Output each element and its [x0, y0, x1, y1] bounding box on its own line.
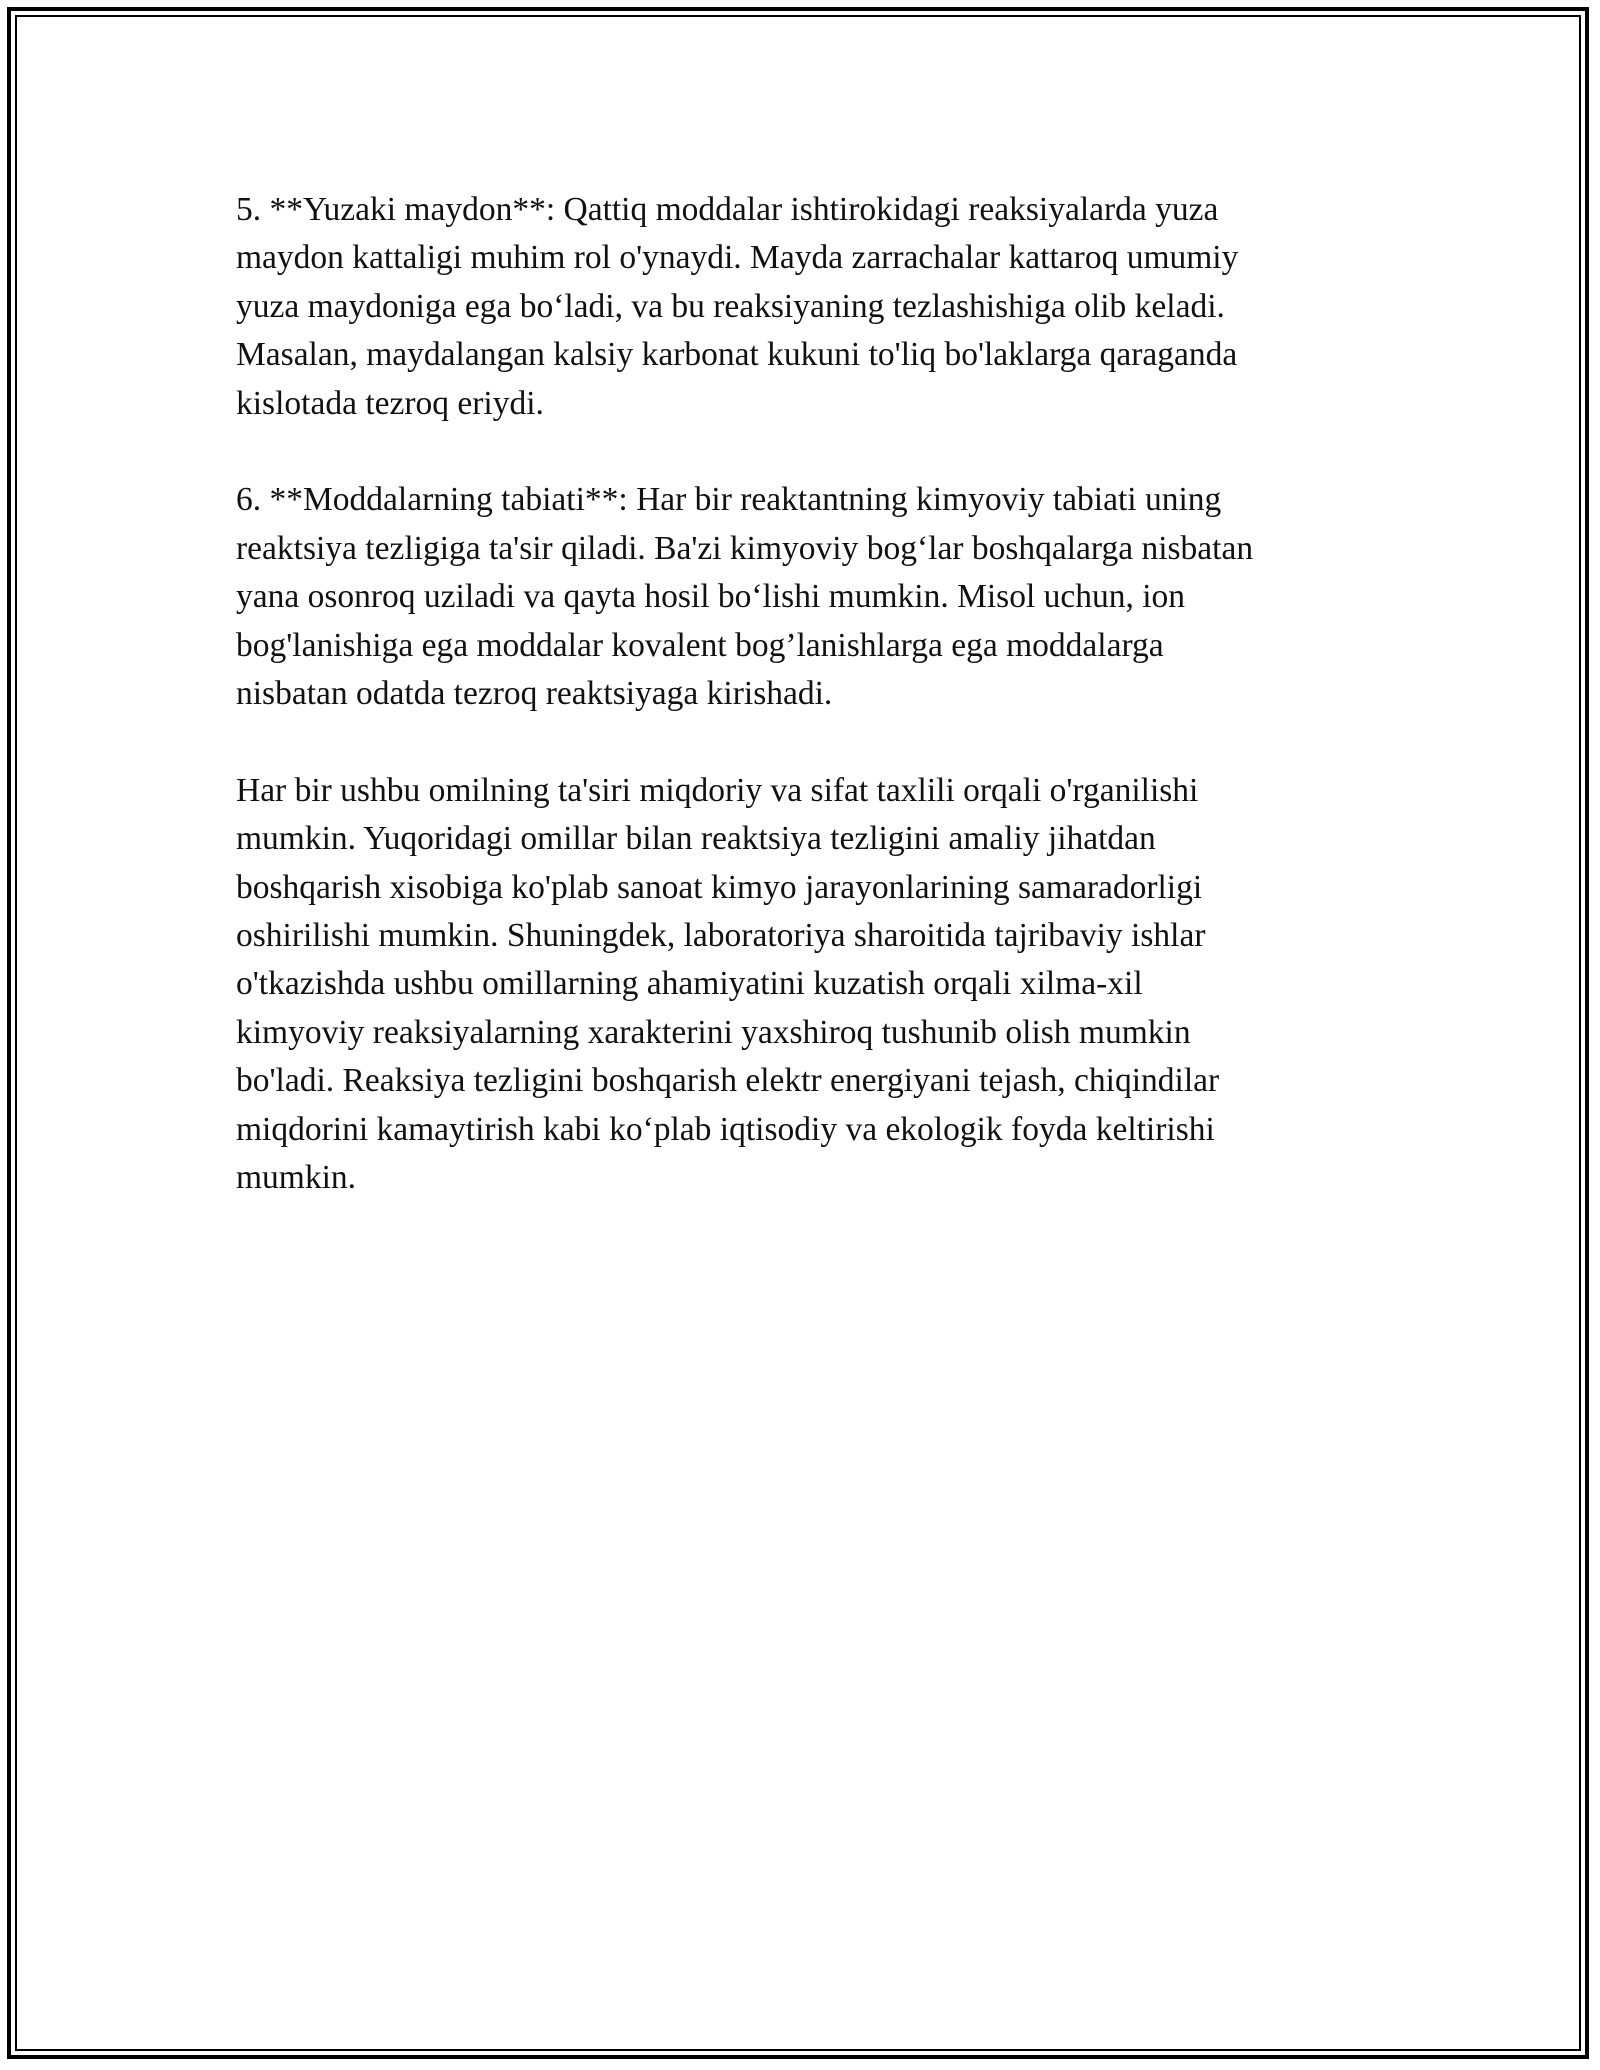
text-line: Masalan, maydalangan kalsiy karbonat kukuni to'liq bo'laklarga qaraganda: [236, 336, 1238, 374]
text-line: kislotada tezroq eriydi.: [236, 384, 544, 422]
text-line: boshqarish xisobiga ko'plab sanoat kimyo jarayonlarining samaradorligi: [236, 868, 1203, 906]
paragraph-nature-of-substances: [236, 476, 1356, 718]
text-line: maydon kattaligi muhim rol o'ynaydi. Mayda zarrachalar kattaroq umumiy: [236, 239, 1239, 277]
text-line: 5. **Yuzaki maydon**: Qattiq moddalar ishtirokidagi reaksiyalarda yuza: [236, 191, 1219, 228]
paragraph-conclusion: [236, 767, 1356, 1203]
document-body: [236, 186, 1356, 1251]
text-line: nisbatan odatda tezroq reaktsiyaga kirishadi.: [236, 675, 833, 713]
paragraph-surface-area: [236, 186, 1356, 428]
text-line: oshirilishi mumkin. Shuningdek, laboratoriya sharoitida tajribaviy ishlar: [236, 917, 1206, 955]
text-line: yana osonroq uziladi va qayta hosil bo‘lishi mumkin. Misol uchun, ion: [236, 578, 1186, 616]
text-line: 6. **Moddalarning tabiati**: Har bir reaktantning kimyoviy tabiati uning: [236, 481, 1222, 519]
text-line: mumkin.: [236, 1159, 357, 1197]
text-line: bo'ladi. Reaksiya tezligini boshqarish elektr energiyani tejash, chiqindilar: [236, 1062, 1220, 1100]
text-line: miqdorini kamaytirish kabi ko‘plab iqtisodiy va ekologik foyda keltirishi: [236, 1110, 1215, 1148]
text-line: kimyoviy reaksiyalarning xarakterini yaxshiroq tushunib olish mumkin: [236, 1013, 1191, 1051]
text-line: Har bir ushbu omilning ta'siri miqdoriy va sifat taxlili orqali o'rganilishi: [236, 771, 1199, 809]
text-line: o'tkazishda ushbu omillarning ahamiyatini kuzatish orqali xilma-xil: [236, 965, 1143, 1003]
text-line: yuza maydoniga ega bo‘ladi, va bu reaksiyaning tezlashishiga olib keladi.: [236, 287, 1225, 325]
text-line: bog'lanishiga ega moddalar kovalent bog’lanishlarga ega moddalarga: [236, 626, 1164, 664]
text-line: reaktsiya tezligiga ta'sir qiladi. Ba'zi kimyoviy bog‘lar boshqalarga nisbatan: [236, 529, 1254, 567]
text-line: mumkin. Yuqoridagi omillar bilan reaktsiya tezligini amaliy jihatdan: [236, 820, 1156, 858]
